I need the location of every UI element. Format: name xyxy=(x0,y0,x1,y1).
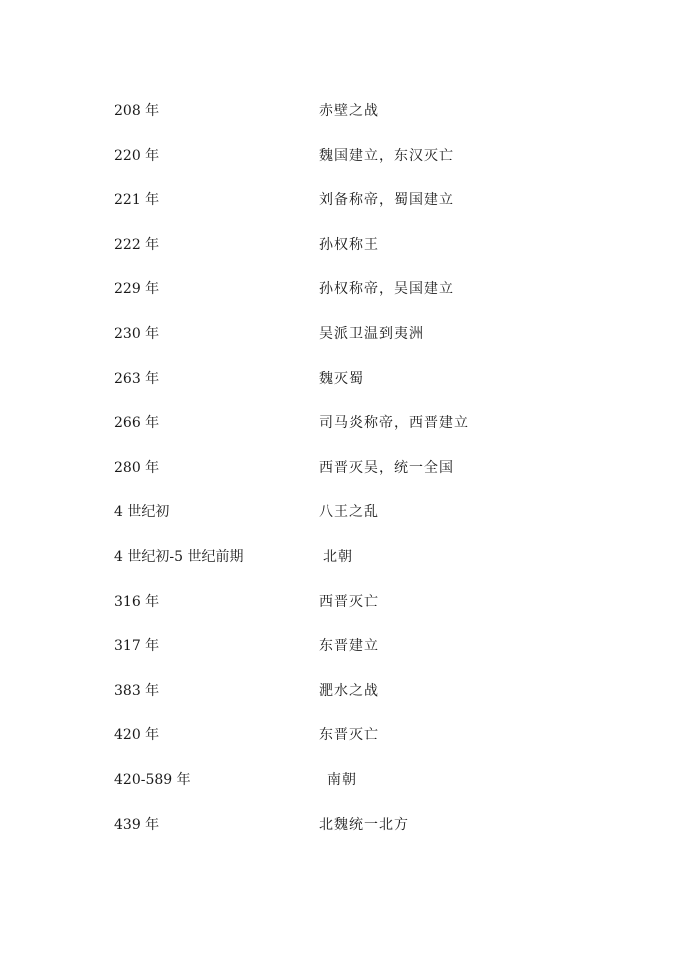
timeline-row xyxy=(114,367,584,412)
timeline-row xyxy=(114,679,584,724)
row-date: 4 世纪初 xyxy=(114,504,170,521)
row-event: 西晋灭吴，统一全国 xyxy=(319,459,454,476)
row-event: 司马炎称帝，西晋建立 xyxy=(319,415,469,432)
row-event: 西晋灭亡 xyxy=(319,593,379,610)
timeline-row xyxy=(114,813,584,858)
row-date: 280 年 xyxy=(114,459,160,476)
row-event: 南朝 xyxy=(327,771,357,788)
row-date: 208 年 xyxy=(114,103,160,119)
row-date: 222 年 xyxy=(114,236,160,253)
row-event: 东晋灭亡 xyxy=(319,727,379,744)
timeline-row xyxy=(114,634,584,679)
row-event: 八王之乱 xyxy=(319,504,379,521)
row-event: 淝水之战 xyxy=(319,682,379,699)
timeline-row xyxy=(114,768,584,813)
row-event: 魏国建立，东汉灭亡 xyxy=(319,147,454,164)
timeline-row xyxy=(114,322,584,367)
row-event: 魏灭蜀 xyxy=(319,370,364,387)
timeline-row xyxy=(114,590,584,635)
row-date: 420-589 年 xyxy=(114,771,191,788)
timeline-row xyxy=(114,500,584,545)
row-date: 383 年 xyxy=(114,682,160,699)
row-date: 4 世纪初-5 世纪前期 xyxy=(114,548,244,565)
row-date: 263 年 xyxy=(114,370,160,387)
row-date: 317 年 xyxy=(114,638,160,655)
row-event: 东晋建立 xyxy=(319,638,379,655)
row-date: 420 年 xyxy=(114,727,160,744)
row-date: 439 年 xyxy=(114,816,160,833)
row-event: 北魏统一北方 xyxy=(319,816,409,833)
timeline-row xyxy=(114,233,584,278)
row-event: 孙权称王 xyxy=(319,236,379,253)
row-date: 316 年 xyxy=(114,593,160,610)
timeline-row xyxy=(114,99,584,144)
row-event: 吴派卫温到夷洲 xyxy=(319,325,424,342)
row-date: 266 年 xyxy=(114,415,160,432)
row-date: 221 年 xyxy=(114,192,160,209)
timeline-list xyxy=(114,99,584,857)
timeline-row xyxy=(114,411,584,456)
row-date: 220 年 xyxy=(114,147,160,164)
row-event: 北朝 xyxy=(323,548,353,565)
timeline-row xyxy=(114,188,584,233)
timeline-row xyxy=(114,277,584,322)
timeline-row xyxy=(114,144,584,189)
row-date: 229 年 xyxy=(114,281,160,298)
row-event: 赤壁之战 xyxy=(319,103,379,119)
row-event: 刘备称帝，蜀国建立 xyxy=(319,192,454,209)
row-event: 孙权称帝，吴国建立 xyxy=(319,281,454,298)
timeline-row xyxy=(114,456,584,501)
timeline-row xyxy=(114,545,584,590)
timeline-row xyxy=(114,723,584,768)
row-date: 230 年 xyxy=(114,325,160,342)
